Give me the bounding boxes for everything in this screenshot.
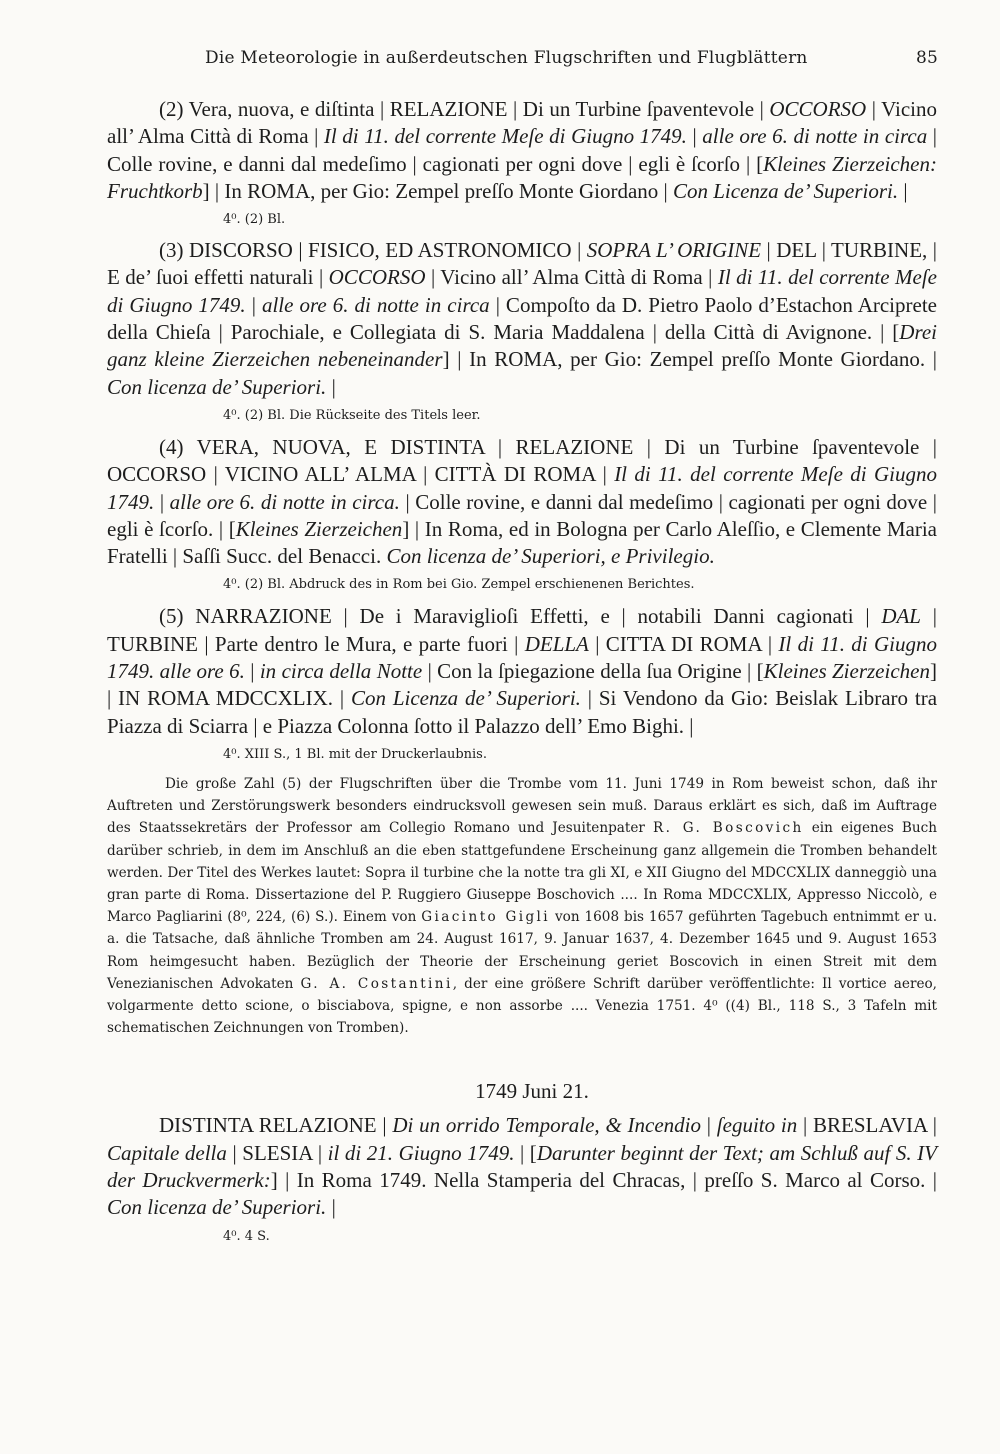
running-title: Die Meteorologie in außerdeutschen Flugschriften und Flugblättern — [205, 48, 808, 68]
entry-text: | — [898, 178, 908, 203]
entry-text: DISTINTA RELAZIONE | — [159, 1113, 393, 1138]
page-number: 85 — [915, 48, 938, 68]
entry-title — [107, 237, 937, 401]
page-body — [107, 96, 937, 1255]
entry-number: (5) — [159, 604, 184, 629]
entry-number: (4) — [159, 434, 184, 459]
entry-italic: Kleines Zierzeichen — [235, 516, 403, 541]
entry-italic: il di 21. Giugno 1749. — [327, 1140, 515, 1165]
entry-number: (3) — [159, 238, 184, 263]
entry-title — [107, 96, 937, 205]
bibliography-entry-4 — [107, 434, 937, 594]
entry-italic: SOPRA L’ ORIGINE — [586, 238, 762, 263]
entry-text: DISCORSO | FISICO, ED ASTRONOMICO | — [188, 238, 587, 263]
commentary-text: Die große Zahl (5) der Flugschriften über die Trombe vom 11. Juni 1749 in Rom beweist schon, daß ihr Auftreten und Zerstörungswerk besonders eindrucksvoll gewesen sein muß. Daraus erklärt es sich, daß im Auftrage des Staatssekretärs der Professor am Collegio Romano und Jesuitenpater — [107, 775, 937, 837]
entry-italic: OCCORSO — [328, 265, 426, 290]
entry-italic: alle ore 6. di notte in circa. — [169, 489, 400, 514]
entry-text: | DEL | TURBINE, | E de’ ſuoi effetti naturali | — [107, 238, 937, 290]
entry-text: | — [701, 1113, 717, 1138]
entry-text: | Colle rovine, e danni dal medeſimo | cagionati per ogni dove | egli è ſcorſo | [ — [107, 124, 937, 176]
entry-text: | — [154, 489, 170, 514]
entry-italic: Con licenza de’ Superiori. — [107, 374, 327, 399]
commentary-paragraph — [107, 773, 937, 1039]
entry-text: VERA, NUOVA, E DISTINTA | RELAZIONE | Di un Turbine ſpaventevole | OCCORSO | VICINO ALL’ ALMA | CITTÀ DI ROMA | — [107, 434, 938, 487]
entry-italic: Con Licenza de’ Superiori. — [350, 686, 581, 711]
format-note: 4⁰. XIII S., 1 Bl. mit der Druckerlaubnis. — [223, 746, 487, 762]
entry-text: ] | IN ROMA MDCCXLIX. | — [107, 659, 937, 711]
entry-italic: DELLA — [524, 631, 589, 656]
entry-italic: in circa della Notte — [259, 659, 423, 684]
entry-text: | — [326, 374, 336, 399]
format-note: 4⁰. (2) Bl. Die Rückseite des Titels leer. — [223, 407, 481, 423]
entry-text: | CITTA DI ROMA | — [588, 631, 779, 656]
entry-text: Vera, nuova, e diſtinta | RELAZIONE | Di un Turbine ſpaventevole | — [188, 97, 770, 121]
bibliography-entry-breslau — [107, 1112, 937, 1245]
entry-italic: alle ore 6. di notte in circa — [261, 292, 490, 317]
entry-text: NARRAZIONE | De i Maraviglioſi Effetti, e | notabili Danni cagionati | — [195, 604, 882, 629]
format-note: 4⁰. (2) Bl. — [223, 212, 286, 228]
entry-text: | — [244, 659, 260, 684]
entry-title — [107, 603, 937, 739]
section-date: 1749 Juni 21. — [475, 1079, 589, 1104]
entry-italic: Di un orrido Temporale, & Incendio — [392, 1113, 702, 1138]
running-header — [110, 48, 938, 68]
entry-italic: ſeguito in — [716, 1113, 798, 1138]
entry-text: | — [326, 1195, 336, 1220]
entry-italic: Kleines Zierzeichen: Fruchtkorb — [107, 151, 937, 203]
entry-italic: Capitale della — [107, 1140, 227, 1165]
entry-italic: Il di 11. del corrente Meſe di Giugno 1749. — [323, 124, 687, 149]
entry-text: | TURBINE | Parte dentro le Mura, e parte fuori | — [107, 604, 937, 656]
entry-text: | — [686, 124, 703, 149]
entry-text: ] | In Roma 1749. Nella Stamperia del Chracas, | preſſo S. Marco al Corso. | — [270, 1167, 937, 1192]
entry-text: | Si Vendono da Gio: Beislak Libraro tra Piazza di Sciarra | e Piazza Colonna ſotto il Palazzo dell’ Emo Bighi. | — [107, 686, 938, 738]
entry-italic: Con Licenza de’ Superiori. — [672, 178, 899, 203]
commentary-text: , der eine größere Schrift darüber veröffentlichte: Il vortice aereo, volgarmente detto scione, o bisciabova, spigne, e non assorbe .... Venezia 1751. 4⁰ ((4) Bl., 118 S., 3 Tafeln mit schematischen Zeichnungen von Tromben). — [107, 975, 938, 1037]
bibliography-entry-2 — [107, 96, 937, 229]
entry-italic: Darunter beginnt der Text; am Schluß auf S. IV der Druckvermerk: — [107, 1140, 938, 1192]
entry-text: | — [245, 292, 262, 317]
entry-text: ] | In ROMA, per Gio: Zempel preſſo Monte Giordano | — [202, 178, 673, 203]
entry-title — [107, 434, 937, 570]
entry-italic: Il di 11. del corrente Meſe di Giugno 1749. — [107, 265, 938, 317]
commentary-text: von 1608 bis 1657 geführten Tagebuch entnimmt er u. a. die Tatsache, daß ähnliche Tromben am 24. August 1617, 9. Januar 1637, 4. Dezember 1645 und 9. August 1653 Rom heimgesucht haben. Bezüglich der Theorie der Erscheinung geriet Boscovich in einen Streit mit dem Venezianischen Advokaten — [107, 909, 938, 992]
entry-italic: Con licenza de’ Superiori, e Privilegio. — [386, 544, 715, 569]
entry-italic: Drei ganz kleine Zierzeichen nebeneinander — [107, 320, 937, 372]
commentary-text: ein eigenes Buch darüber schrieb, in dem im Anschluß an die eben stattgefundene Erscheinung ganz allgemein die Tromben behandelt werden. Der Titel des Werkes lautet: Sopra il turbine che la notte tra gli XI, e XII Giugno del MDCCXLIX danneggiò una gran parte di Roma. Dissertazione del P. Ruggiero Giuseppe Boschovich .... In Roma MDCCXLIX, Appresso Niccolò, e Marco Pagliarini (8⁰, 224, (6) S.). Einem von — [107, 820, 937, 926]
entry-text: | Con la ſpiegazione della ſua Origine | [ — [422, 659, 764, 684]
format-note: 4⁰. 4 S. — [223, 1228, 270, 1244]
entry-italic: Con licenza de’ Superiori. — [107, 1195, 327, 1220]
entry-italic: Il di 11. del corrente Meſe di Giugno 1749. — [107, 462, 937, 514]
entry-italic: OCCORSO — [769, 97, 867, 121]
entry-text: | [ — [514, 1140, 537, 1165]
entry-title — [107, 1112, 937, 1221]
entry-text: | Vicino all’ Alma Città di Roma | — [425, 265, 718, 290]
entry-text: | BRESLAVIA | — [797, 1113, 937, 1138]
entry-italic: DAL — [881, 604, 921, 629]
spaced-name: Giacinto Gigli — [421, 909, 551, 926]
bibliography-entry-5 — [107, 603, 937, 763]
spaced-name: G. A. Costantini — [300, 975, 453, 992]
entry-text: | Colle rovine, e danni dal medeſimo | cagionati per ogni dove | egli è ſcorſo. | [ — [107, 489, 937, 541]
bibliography-entry-3 — [107, 237, 937, 425]
entry-number: (2) — [159, 97, 184, 121]
entry-text: ] | In Roma, ed in Bologna per Carlo Aleſſio, e Clemente Maria Fratelli | Saſſi Succ. del Benacci. — [107, 516, 937, 569]
entry-text: | Compoſto da D. Pietro Paolo d’Estachon Arciprete della Chieſa | Parochiale, e Collegiata di S. Maria Maddalena | della Città di Avignone. | [ — [107, 292, 937, 345]
entry-italic: Il di 11. di Giugno 1749. alle ore 6. — [107, 631, 937, 684]
spaced-name: R. G. Boscovich — [652, 820, 804, 837]
entry-text: | Vicino all’ Alma Città di Roma | — [107, 97, 938, 149]
format-note: 4⁰. (2) Bl. Abdruck des in Rom bei Gio. Zempel erschienenen Berichtes. — [223, 577, 695, 593]
entry-text: | SLESIA | — [226, 1140, 328, 1165]
entry-text: ] | In ROMA, per Gio: Zempel preſſo Monte Giordano. | — [442, 347, 937, 372]
entry-italic: Kleines Zierzeichen — [763, 659, 930, 684]
entry-italic: alle ore 6. di notte in circa — [702, 124, 928, 149]
